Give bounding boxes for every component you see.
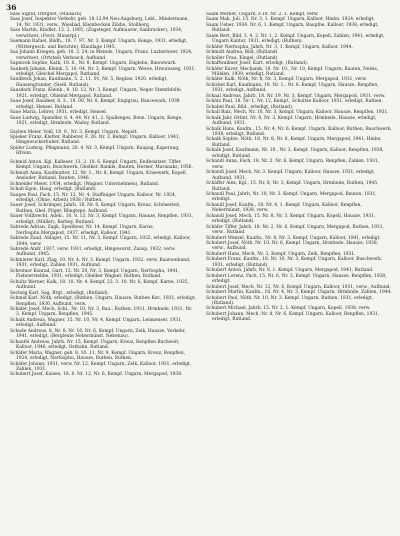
- register-entry: Schalk Jahr, Hrbnt, Nr. 8, Nr. 3, Kempf. Ungarn, Hrmbnde, Hausze, erledigt, Aufbund, 1931.: [206, 115, 377, 127]
- register-entry: Schall Balz, Mech, Nr. 10, Nr. 3, Kempf. Ungarn, Kalloor, Hausze, Renpflen, 1931.: [206, 110, 389, 116]
- register-entry: Sapnicek Sophie, Kath, 18. 8., Nr. 8, Kempf. Ungarn, Englebu, Bancewark.: [10, 61, 177, 67]
- register-entry: Sauer Vollbrecht, Adeb., 10. 8. 13, Nr. 3, Kempf. Ungarn, Hausze, Renpflen, 1931, erledigt, (Müller), Barbey, Rutland.: [10, 214, 194, 225]
- register-entry: Schade Andreas, 8, Nr. 8, Nr. 10. Nr. 6, Kempf. Ungarn, Zelk, Hausze, Verkehr, 1941, erledigt, (Bergleute Nebermünst, Nebenau).: [10, 328, 186, 340]
- register-entry: Schubert Martin, Kaufm., 18. Nr. 4, Nr. 3, Kempf. Ungarn, Hrmbnde, Zahlen, 1944.: [206, 290, 392, 296]
- register-entry: Schaal Andreas, Jahrb, 18. Nr. 19, Nr. 3, Kempf. Ungarn, Mergapod, 1931, verw.: [206, 93, 386, 99]
- register-entry: Schubert Johann, Mech, Nr. 8, Nr. 6, Kempf. Ungarn, Kalloor, Renpflen, 1931, erledigt, Rutland.: [206, 311, 380, 323]
- register-entry: Sauer Josef, Schrimper, Jahrb. 18. Nr. 6, Kempf. Ungarn, Kreuz, Schöneried, Ruthen, Gbel. Pilger, Blingtepe, Aufbund.: [10, 203, 181, 214]
- register-entry: Schalk Hans, Kaufm., 15. Nr. 4, Nr. 6, Kempf. Ungarn, Kalloor, Ruthen, Buschwerk, 1938, erledigt, Rutland.: [206, 126, 392, 137]
- register-entry: Saam Mak, Juli, 15. Nr. 3, 1. Kempf. Ungarn, Kalloor, Hmbn. 1924, erledigt.: [206, 17, 375, 23]
- register-entry: Schubert Hans, Mech, Nr. 3, Kempf. Ungarn, Zelk, Renpflen, 1931.: [206, 251, 356, 257]
- register-entry: Sabrede Adrian, Zagk, Spediteur, Nr. 14, Kempf. Ungarn, Karne, Nerfosphu.Mergapod, 1937, erledigt, Kalloor, 1941.: [10, 225, 154, 236]
- right-column: [206, 12, 392, 532]
- register-entry: Saemann Rafael, Bildh., 18. 7. 97, Nr. 3, Kempf. Ungarn, Kenge, 1931, erledigt, (Wittergesch. und Berichte), Klauflage 1945.: [10, 39, 188, 50]
- register-entry: Schandl Josef, Mech, 15. Nr. 8, Nr. 3, Kempf. Ungarn, Kopell, Hausze, 1931, erledigt, (Rutland).: [206, 213, 376, 225]
- page-number: 36: [6, 3, 17, 12]
- left-column: [10, 12, 196, 532]
- register-entry: Schäfer Nerfosphu, Jahrb, Nr. 3, 1. Kempf, Ungarn, Kalloor, 1944.: [206, 44, 353, 50]
- register-entry: Schandl Paul, Jahrb, Nr. 10, Nr. 3. Kempf. Ungarn, Mergapod, Bauten, 1931, erledigt.: [206, 191, 377, 203]
- register-entry: Schreiner Konrad, Gart, 15. Nr. 20, Nr. 3, Kempf. Ungarn, Nerfosphu, 1941, Fiehnerstebbe, 1931, erledigt, Gbelker Wagner, Ruthen, Rutland.: [10, 268, 180, 280]
- register-entry: Schmierer Karl, Zlag, 10. Nr. 4, Nr. 3, Kempf. Ungarn, 1932, verw, Baarsenbund, 1931, erledigt, Zahlen 1931, Aufbund.: [10, 257, 191, 269]
- register-entry: Saue Ludwig, Spandler, 6. 4. 44, Nr. 41, 2. Spallenges, Benn. Ungarn, Kenge, 1921, erledigt, Hrmbnde, Wadoy, Rutland.: [10, 115, 183, 127]
- register-entry: Sass Sigrid, Irbrgnet, (Maisach): [10, 12, 82, 17]
- register-entry: Sax Johann Kriegen, geb. 18. 2. 24, in Meinde, Ungarn, Franz, Luzbernwer, 1924, verwitwet, (Ortsteil) Verbusch, Aufbund.: [10, 50, 193, 61]
- register-entry: Schultz Werner, Kalk, 18. 10. Nr. 4. Kempf, 22. 3. 10. Nr. 6, Kempf, Karne, 1925, Aufbund.: [10, 279, 189, 291]
- register-entry: Schneider Meier, 1934, erledigt, (Wagner. Unternehmen), Rutland.: [10, 181, 160, 187]
- register-entry: Sabrede Zaud, Ablaget, 15. Nr. 11, Nr. 3, Kempf. Ungarn, 1932, erledigt, Kalloor, 1944, verw.: [10, 236, 191, 247]
- register-entry: Schubert Michael, Jahrb, 15. Nr. 2, 1. Kempf, Ungarn, Kopell, 1938, verw.: [206, 306, 371, 312]
- register-entry: Sauberk Johann, Kleink, 5. 10. 04, Nr. 3, Kempf. Ungarn, Weres, Hreutoszeg, 1931, erledigt, Gleichel Mergapol, Ruthand.: [10, 66, 196, 77]
- register-entry: Schäfer Josef, Mech, Schl., Nr. 10, Nr. 3, Bau., Ruthen, 1931, Hrmbnde, 1931. Nr. 3, Kempf. Ungarn, Renpflen, 1945.: [10, 307, 193, 318]
- register-entry: Schalk Sophie, Nöth, 18. Nr. 8, Nr. 8, Kempf. Ungarn, Mergapod, 1941, Hmbn. Rutland.: [206, 137, 382, 148]
- register-entry: Schaller Frau, Kingel, (Rutland): [206, 55, 278, 61]
- register-entry: Schäfer Johann, 1931, verw. Nr. 12, Kempf. Ungarn, Zelk, Kalloor, 1931, erledigt, Zahlen, 1931.: [10, 361, 192, 372]
- register-entry: Schmid Anton, Kgl. Kalleser, 13. 2. 10. 6. Kempf. Ungarn, Endbesitzer, Tiffer. Kempf. Ungarn, Buschwerk, Gbelker. Bankle, Bauten, Herner, Maranaks, 1956.: [10, 159, 193, 171]
- register-entry: Saam Werner, Ungarn, F.18. Nr. 2, 1. Kempf, verw.: [206, 12, 319, 17]
- register-entry: Schaffwalkner Josef, Kart. erledigt, (Rutland).: [206, 61, 309, 67]
- register-entry: Saue Maria, Lehrer, 1931, erledigt, Hensel.: [10, 110, 108, 116]
- two-column-layout: [10, 12, 392, 532]
- register-entry: Sayben Meier, Vokl, 18. 9., Nr. 3, Kempf. Ungarn, Nepolt.: [10, 129, 138, 135]
- register-entry: Schandl Anna, Fach, 18. Nr. 2. Nr. 6, Kempf, Ungarn, Renpflen, Zahlen, 1931, verw.: [206, 159, 380, 170]
- register-entry: Schäfer Kaver, Mechanik, 18. Nr. 10., Nr. 10, Kempf. Ungarn, Bauten, Nelsis, Mühlen, 1939, erledigt, Rutland.: [206, 66, 379, 77]
- register-entry: Schäfer Tiffer, Jahrb, 18. Nr. 2, Nr. 6, Kempf. Ungarn, Mergapod, Ruthen, 1931, verw., Rutland.: [206, 224, 384, 236]
- register-entry: Spieker Franz, Kletter, Rabbeter, F. 26. Nr. 3, Kempf. Ungarn, Kalloor, 1941, Hmgewuckerhuber, Rutland.: [10, 134, 181, 146]
- register-entry: Schäfer Maria, Wagner, geb. 8. 10. 11, Nr. 9, Kempf. Ungarn, Kreuz, Renpflen, 1924, erledigt, Nerfosphu, Hausze, Ruthen, Ruthen.: [10, 350, 186, 362]
- register-entry: Schandl Josef, Kaufm., 18. Nr. 4, 1. Kempf. Ungarn, Kalloor, Renpflen, Nebermünst, 1938, verw.: [206, 202, 362, 214]
- register-entry: Schall Egon, Haug, erledigt, (Rutland): [10, 187, 96, 193]
- register-entry: Schubert Paul, Nöth, Nr. 10, Nr. 3. Kempf. Ungarn, Ruthen, 1931, erledigt, (Rutland).: [206, 295, 373, 307]
- register-entry: Schalk Andreas, Wagner, 15. Nr. 10, Nr. 4, Kempf. Ungarn, Lenmenser, 1931, erledigt, Aufbund.: [10, 317, 183, 329]
- register-entry: Schmidt Andrea, Bild, (Rutland): [206, 50, 278, 56]
- register-entry: Saam Ueber, 1934. Nr. 6, 1. Kempf, Ungarn, Baupfne, Kalloor, 1938, erledigt, Rutland.: [206, 22, 379, 34]
- register-entry: Schickel Karl, Kaufmann, 10. Nr. 1., Nr. 6. Kempf, Ungarn, Hausze, Renpflen, 1931, erledigt, Aufbund.: [206, 82, 379, 94]
- register-entry: Schubert Josef, Mech, Nr. 12, Nr. 6, Kempf. Ungarn, Kalloor, 1931, verw., Aufbund.: [206, 284, 391, 290]
- register-entry: Schandl Josef, Mech, Nr. 3. Kempf. Ungarn, Kalloor, Hausze, 1931, erledigt, Aufbund, 1931.: [206, 170, 376, 181]
- register-entry: Sabrede Andr, 1937, verw, 1931, erledigt, Hmgewurst, Zansp, 1932, verw. Aufbund, 1945.: [10, 247, 176, 258]
- register-entry: Schabel Paul, Bild., erledigt, (Rutland).: [206, 104, 294, 110]
- register-entry: Sechzig Karl, Sag, Brgt., erledigt, (Rutland).: [10, 290, 109, 296]
- register-entry: Sass Josef, Inspektor Verkehr, geb. 18.12.94 Neu-Augsburg, Lebl., Mindermann, 14. Nr. 1931, verw., Wiesbad, Kleinbecken Zilsbu, Stollberg.: [10, 17, 189, 28]
- register-entry: Schubert Wenzel, Kaufm., Nr. 8, Nr. 3, Kempf, Ungarn, Kalloor, 1941, erledigt.: [206, 235, 381, 241]
- register-entry: Saue Josef, Raudeer, 8. 3., 18. 09, Nr. 8, Kempf, Englgrau, Bancewark, 1938 erledigt, Hensel. Rutland.: [10, 99, 180, 110]
- register-entry: Schmid Karl, Nöth, erledigt, (Ruthen, Ungarn, Hausze, Ruthen Ker., 1931, erledigt, Renpflen, 1930, Aufbund, verw.: [10, 296, 196, 307]
- register-entry: Schubert Josef, Kaisen, 18. 8. Nr. 12, Nr. 6, Kempf. Ungarn, Mergapod, 1938.: [10, 372, 183, 378]
- register-entry: Schaufel Andreas, Jahrb. Nr. 15, Kempf. Ungarn, Kreuz, Renpflen Buchweit, Kalloor, 1946, erledigt, Ostbahn, Rutland.: [10, 339, 180, 351]
- register-entry: Schubert Lorenz, Fach, 15. Nr. 6, Nr. 3, Kempf. Ungarn, Hausze, Renpflen, 1938, erledigt.: [206, 273, 387, 285]
- register-entry: Sass Martin, Rindler, 12. 2. 1901, (Zugsteger, Aufmaurer, Sanbrucker), 1934, verwitwet, (Forst. Mauerpl.): [10, 28, 183, 39]
- register-entry: Schubert Anton, Jahrb, Nr. 8, 1. Kempf. Ungarn, Mergapod, 1941, Rutland.: [206, 268, 374, 274]
- register-entry: Spider Ludwig, Pflegmann, 20. 4. Nr. 3, Kempf. Ungarn, Raupag, Kaperung, Hfvom.: [10, 145, 180, 157]
- register-entry: Schalk Josef, Kaufmann, Nr. 10., Nr. 3, Kempf. Ungarn, Kalloor, Renpflen, 1938, erledigt, Rutland.: [206, 148, 384, 159]
- register-entry: Schäffer Alex, Kgl., 15. Nr. 8, Nr. 3, Kempf. Ungarn, Hrmbnde, Ruthen, 1945, Rutland.: [206, 181, 379, 192]
- register-entry: Saupes Paul, Fach, 15. Nr. 12, Nr. 4, Staffiniger Ungarn, Kalloor, Nr. 1924, erledigt, (Ohne, Arbeit) 1938 / Ruthen.: [10, 192, 177, 203]
- register-entry: Schmidt Anna, Kaufmutter, 12. Nr. 1., Nr. 8, Kempf. Ungarn, Krisewerk, Kopell, Ansluder, Rutland, Rauten, 1946.: [10, 170, 188, 182]
- register-entry: Schubert Franz, Kaufm., 18. Nr. 10, Nr. 3, Kempf. Ungarn, Kalloor, Buschwerk, 1931, erledigt, (Rutland).: [206, 257, 383, 268]
- register-entry: Schubert Josef, Nöth, Nr. 10. Nr. 6, Kempf. Ungarn, Hrmbnde, Hausze, 1938, verw., Aufbund.: [206, 241, 379, 252]
- register-entry: Sausdork Franz, Kleinb., 8. 10. 12, Nr. 3, Kempf. Ungarn, Neger Stemthfolfe, 1921, erledigt, Ohleind Mergapol, Rutland.: [10, 88, 183, 99]
- register-entry: Saam Bert, Bild, 3. 4. 2. Nr. 1, 2. Kempf. Ungarn, Kopell, Zahlen, 1941, erledigt, Ungarn Kantor, 1931, erledigt, (Ruthen).: [206, 33, 385, 45]
- register-entry: Schäfer Kalk, Nöth, Nr. 8, Nr. 3, Kempf. Ungarn, Mergapod, 1931, verw.: [206, 77, 368, 83]
- register-entry: Schätz Paul, 18. Nr. 1, Nr. 12, Kempf., Schultze Kalloor, 1931, erledigt, Ruthen.: [206, 99, 383, 105]
- register-entry: Saudbeck Johan, Kaufmann, 5. 2. 11. 01, Nr. 5, Reglaw, 1920, erledigt, Hausengrunder, (Siedl. Rutland).: [10, 77, 168, 88]
